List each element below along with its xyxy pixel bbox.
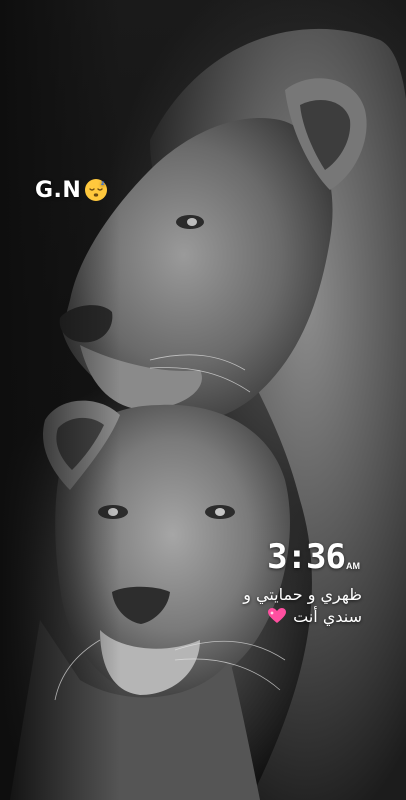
story-caption[interactable] [162, 584, 362, 628]
sparkling-heart-icon [268, 608, 286, 624]
good-night-text: G.N [35, 177, 82, 203]
svg-text:z: z [101, 180, 106, 187]
good-night-sticker[interactable] [35, 176, 108, 204]
caption-line-1: ظهري و حمايتي و [243, 585, 362, 604]
clock-time: 3:36 [267, 537, 345, 577]
sleeping-face-icon [84, 178, 108, 202]
clock-period: AM [346, 561, 360, 571]
caption-line-2 [162, 606, 362, 628]
time-sticker[interactable] [267, 537, 360, 577]
caption-line-2-text: سندي أنت [293, 607, 362, 626]
